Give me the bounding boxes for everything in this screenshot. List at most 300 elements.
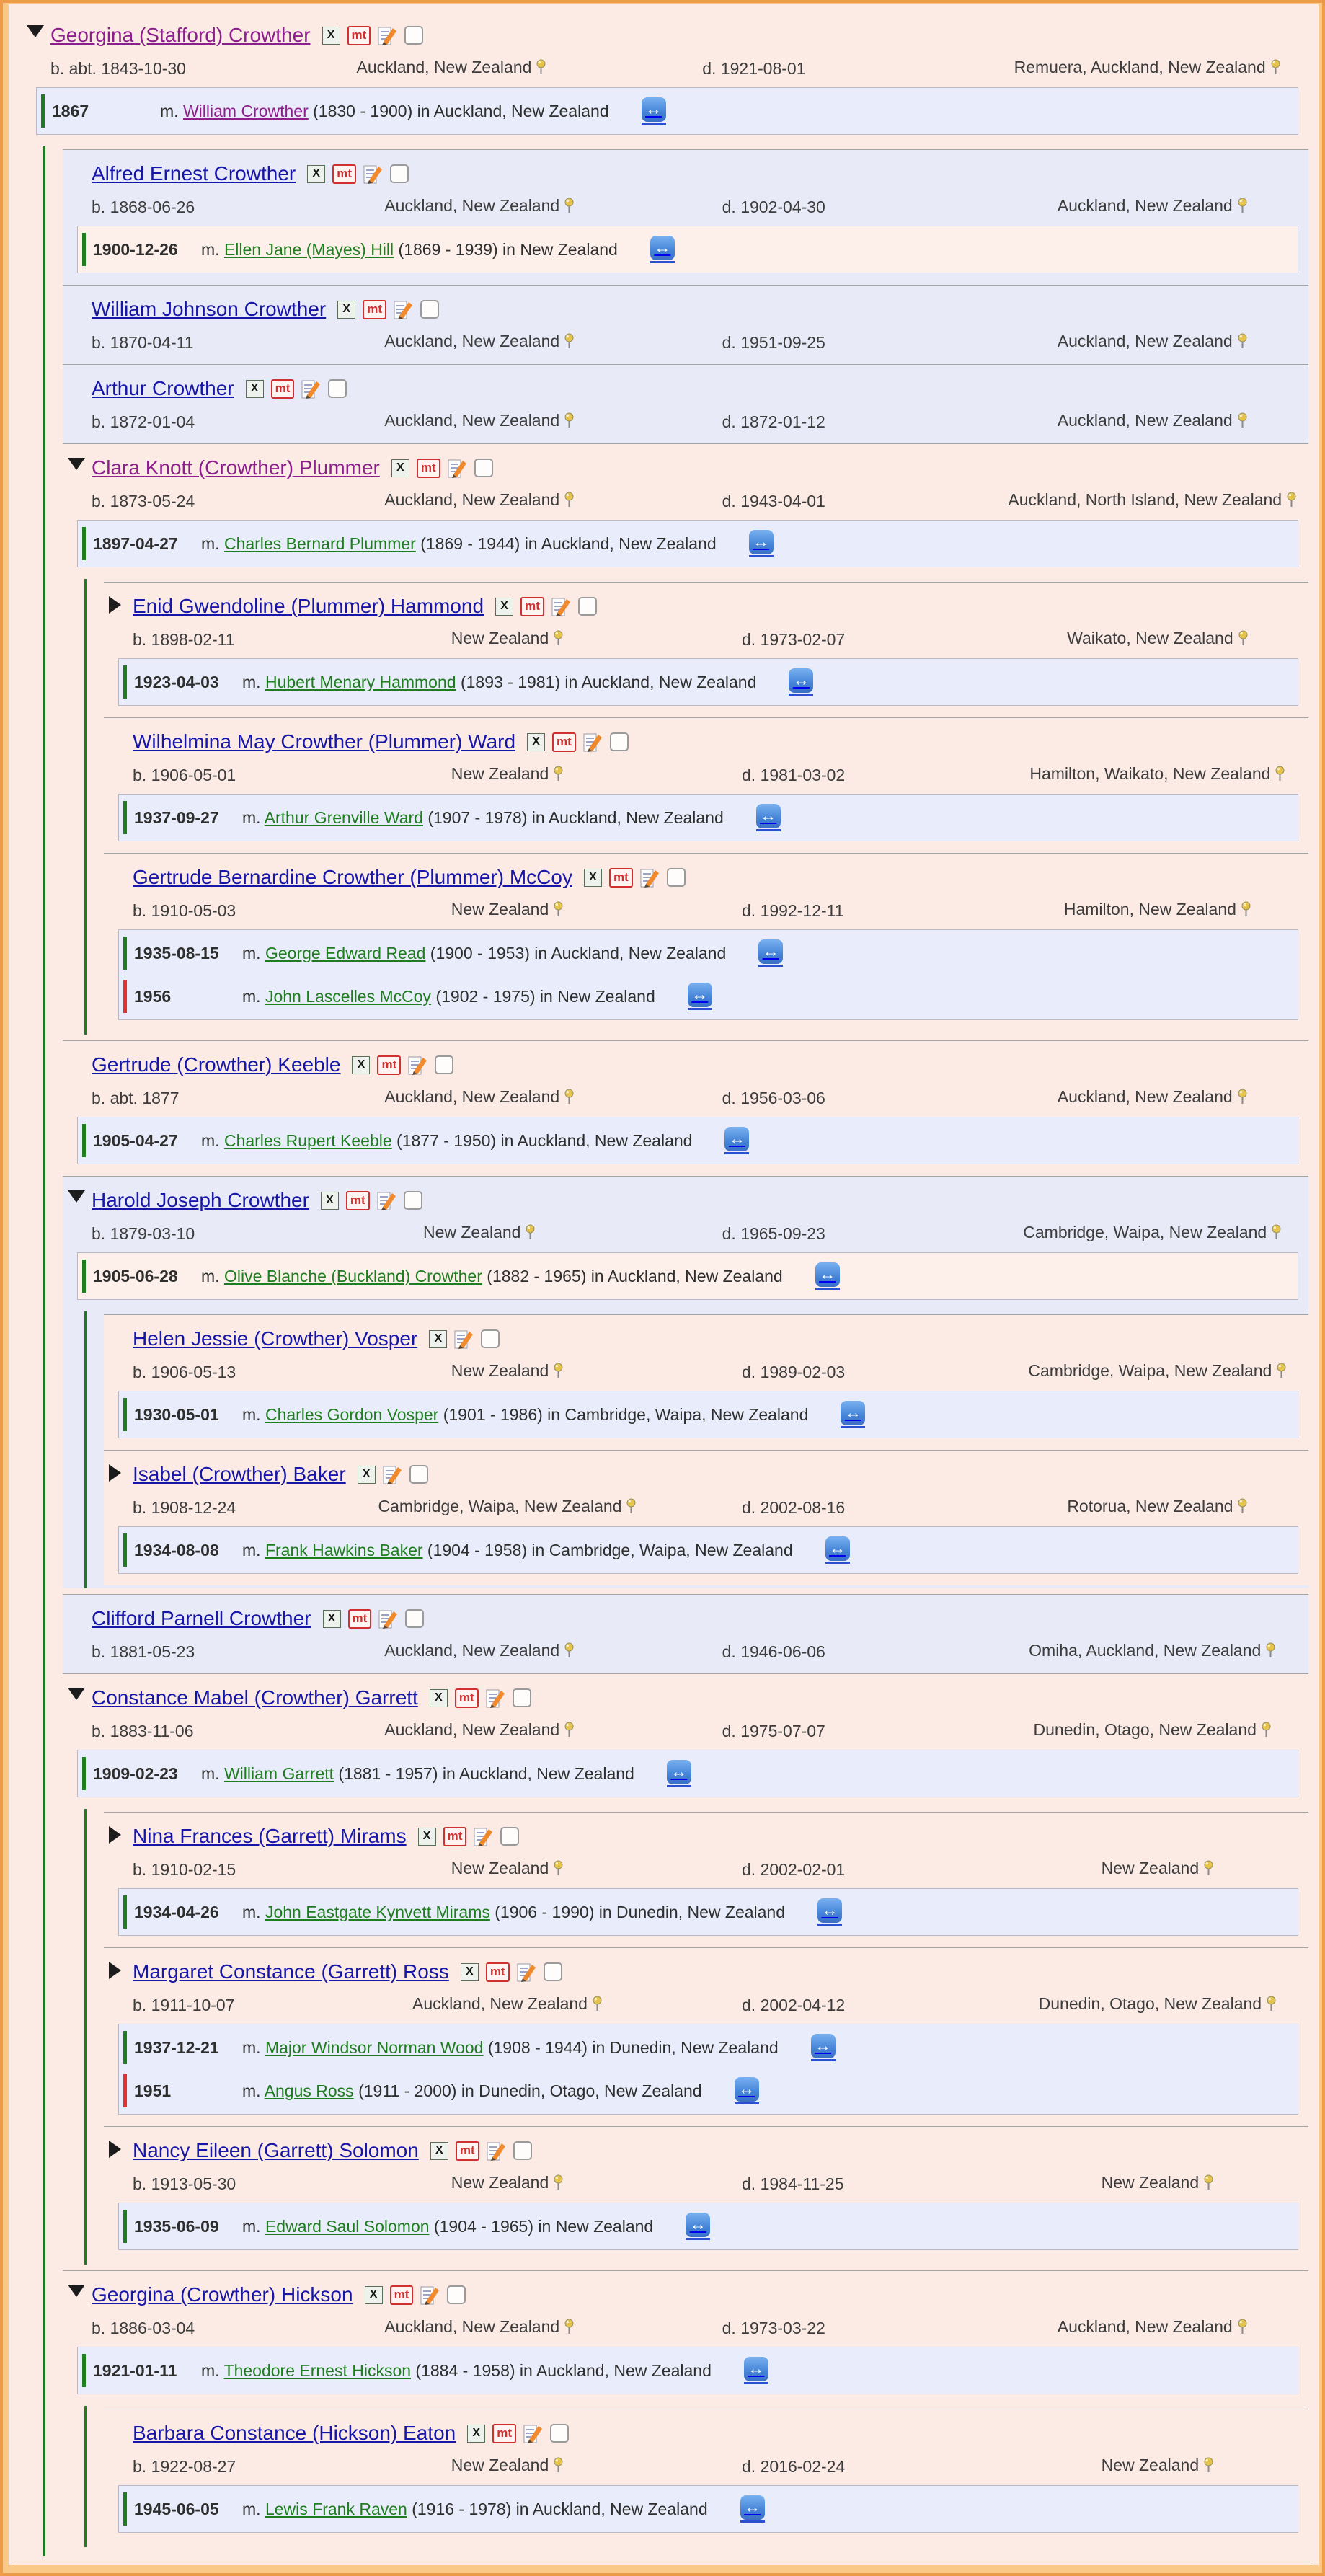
edit-pencil-icon[interactable] bbox=[640, 867, 660, 888]
couple-arrows-icon: ↔ bbox=[817, 1898, 842, 1923]
couple-page-link[interactable] bbox=[815, 1262, 840, 1290]
person-icons bbox=[358, 1464, 428, 1485]
edit-pencil-icon[interactable] bbox=[420, 2285, 440, 2306]
person-link[interactable]: Wilhelmina May Crowther (Plummer) Ward bbox=[133, 730, 516, 753]
birth-place: Auckland, New Zealand bbox=[237, 411, 722, 433]
death-date: d. 1992-12-11 bbox=[742, 901, 844, 920]
couple-arrows-icon: ↔ bbox=[740, 2495, 765, 2520]
mt-badge-icon[interactable]: mt bbox=[520, 597, 544, 616]
person-entry bbox=[63, 149, 1308, 285]
mt-badge-icon[interactable]: mt bbox=[390, 2285, 414, 2305]
marriage-box bbox=[77, 2347, 1298, 2394]
spouse-link[interactable]: Charles Rupert Keeble bbox=[223, 1130, 392, 1150]
marriage-detail: (1906 - 1990) in Dunedin, New Zealand bbox=[489, 1902, 786, 1921]
spouse-link[interactable]: Major Windsor Norman Wood bbox=[265, 2037, 484, 2057]
map-pin-icon[interactable] bbox=[564, 199, 575, 218]
marriage-box bbox=[77, 226, 1298, 273]
birth-place: New Zealand bbox=[237, 1223, 722, 1245]
collapse-triangle-icon[interactable] bbox=[68, 2285, 85, 2297]
couple-page-link[interactable] bbox=[735, 2077, 759, 2104]
mt-badge-icon[interactable]: mt bbox=[456, 2141, 479, 2161]
married-prefix: m. bbox=[160, 101, 183, 120]
map-pin-icon[interactable] bbox=[1203, 2176, 1214, 2195]
marriage-row bbox=[119, 2205, 1298, 2248]
mt-badge-icon[interactable]: mt bbox=[492, 2424, 516, 2443]
person-entry bbox=[63, 285, 1308, 364]
person-entry bbox=[104, 1450, 1308, 1585]
map-pin-icon[interactable] bbox=[564, 414, 575, 433]
edit-pencil-icon[interactable] bbox=[487, 2141, 506, 2161]
map-pin-icon[interactable] bbox=[1237, 2320, 1248, 2339]
spreadsheet-x-icon[interactable]: X bbox=[467, 2425, 485, 2443]
couple-page-link[interactable] bbox=[688, 983, 712, 1010]
couple-page-link[interactable] bbox=[686, 2213, 710, 2240]
marriage-text bbox=[201, 240, 618, 260]
person-link[interactable]: Isabel (Crowther) Baker bbox=[133, 1463, 346, 1485]
marriage-text bbox=[201, 2361, 712, 2381]
select-checkbox[interactable] bbox=[513, 2141, 532, 2160]
select-checkbox[interactable] bbox=[578, 597, 597, 616]
marriage-detail: (1893 - 1981) in Auckland, New Zealand bbox=[456, 672, 757, 691]
map-pin-icon[interactable] bbox=[592, 1997, 603, 2016]
map-pin-icon[interactable] bbox=[1237, 1500, 1248, 1518]
marriage-text bbox=[242, 1541, 793, 1560]
marriage-text bbox=[242, 2081, 702, 2101]
spouse-link[interactable]: William Crowther bbox=[182, 101, 309, 120]
marriage-text bbox=[242, 808, 724, 828]
married-prefix: m. bbox=[201, 1763, 224, 1783]
person-link[interactable]: Georgina (Stafford) Crowther bbox=[50, 24, 311, 46]
collapse-triangle-icon[interactable] bbox=[27, 25, 44, 37]
marriage-date: 1935-08-15 bbox=[134, 943, 219, 962]
map-pin-icon[interactable] bbox=[1266, 1997, 1277, 2016]
marriage-row bbox=[37, 89, 1298, 133]
select-checkbox[interactable] bbox=[544, 1962, 562, 1981]
couple-page-link[interactable] bbox=[744, 2357, 768, 2384]
spouse-link[interactable]: Charles Gordon Vosper bbox=[265, 1404, 439, 1424]
edit-pencil-icon[interactable] bbox=[523, 2423, 543, 2444]
spreadsheet-x-icon[interactable]: X bbox=[337, 301, 355, 319]
person-link[interactable]: Alfred Ernest Crowther bbox=[92, 162, 296, 185]
spouse-link[interactable]: Olive Blanche (Buckland) Crowther bbox=[223, 1266, 482, 1285]
person-link[interactable]: Clifford Parnell Crowther bbox=[92, 1607, 311, 1629]
green-marriage-bar bbox=[123, 1398, 127, 1431]
edit-pencil-icon[interactable] bbox=[363, 164, 383, 185]
map-pin-icon[interactable] bbox=[536, 61, 546, 79]
marriage-detail: (1901 - 1986) in Cambridge, Waipa, New Zealand bbox=[438, 1404, 809, 1424]
couple-page-link[interactable] bbox=[841, 1401, 865, 1428]
person-entry bbox=[63, 1594, 1308, 1673]
vitals-row bbox=[92, 1720, 1304, 1743]
map-pin-icon[interactable] bbox=[1237, 414, 1248, 433]
birth-place: New Zealand bbox=[273, 1361, 742, 1384]
map-pin-icon[interactable] bbox=[564, 1090, 575, 1109]
expand-triangle-icon[interactable] bbox=[109, 2141, 121, 2158]
vitals-row bbox=[133, 1994, 1304, 2017]
expand-triangle-icon[interactable] bbox=[109, 1464, 121, 1482]
couple-arrows-icon: ↔ bbox=[749, 530, 774, 554]
couple-page-link[interactable] bbox=[758, 939, 783, 967]
person-name-row bbox=[92, 294, 1304, 324]
select-checkbox[interactable] bbox=[420, 300, 439, 319]
spouse-link[interactable]: Ellen Jane (Mayes) Hill bbox=[223, 239, 394, 259]
spouse-link[interactable]: Charles Bernard Plummer bbox=[223, 534, 416, 553]
map-pin-icon[interactable] bbox=[564, 335, 575, 353]
person-entry bbox=[63, 1176, 1308, 1588]
person-icons bbox=[430, 2141, 532, 2161]
spouse-link[interactable]: John Eastgate Kynvett Mirams bbox=[265, 1902, 490, 1921]
red-marriage-bar bbox=[123, 2074, 127, 2107]
map-pin-icon[interactable] bbox=[1237, 1090, 1248, 1109]
person-link[interactable]: Harold Joseph Crowther bbox=[92, 1189, 309, 1211]
edit-pencil-icon[interactable] bbox=[474, 1826, 493, 1847]
select-checkbox[interactable] bbox=[481, 1329, 500, 1348]
select-checkbox[interactable] bbox=[404, 1191, 422, 1210]
green-marriage-bar bbox=[123, 1895, 127, 1929]
select-checkbox[interactable] bbox=[474, 459, 493, 477]
edit-pencil-icon[interactable] bbox=[383, 1464, 402, 1485]
person-link[interactable]: Helen Jessie (Crowther) Vosper bbox=[133, 1327, 418, 1350]
marriage-text bbox=[242, 2500, 708, 2519]
spouse-link[interactable]: Edward Saul Solomon bbox=[265, 2216, 430, 2236]
person-icons bbox=[322, 25, 424, 46]
birth-place: Auckland, New Zealand bbox=[273, 1994, 742, 2017]
spreadsheet-x-icon[interactable]: X bbox=[527, 733, 545, 751]
death-place: Auckland, North Island, New Zealand bbox=[1001, 490, 1304, 513]
map-pin-icon[interactable] bbox=[1265, 1644, 1276, 1663]
children-group bbox=[43, 146, 1308, 2556]
person-name-row bbox=[92, 1185, 1304, 1216]
map-pin-icon[interactable] bbox=[553, 1364, 564, 1383]
map-pin-icon[interactable] bbox=[564, 1723, 575, 1742]
death-place: Cambridge, Waipa, New Zealand bbox=[1001, 1223, 1304, 1245]
person-icons bbox=[352, 1055, 453, 1076]
marriage-box bbox=[118, 1526, 1298, 1574]
couple-page-link[interactable] bbox=[749, 530, 774, 557]
family-tree-page bbox=[9, 4, 1319, 2565]
select-checkbox[interactable] bbox=[404, 26, 423, 45]
death-place: Remuera, Auckland, New Zealand bbox=[991, 58, 1304, 80]
birth-place: New Zealand bbox=[273, 764, 742, 787]
couple-page-link[interactable] bbox=[811, 2034, 836, 2061]
vitals-row bbox=[92, 1087, 1304, 1110]
map-pin-icon[interactable] bbox=[1238, 632, 1249, 650]
marriage-text bbox=[242, 1903, 785, 1922]
select-checkbox[interactable] bbox=[328, 379, 347, 398]
marriage-date: 1900-12-26 bbox=[93, 239, 178, 259]
edit-pencil-icon[interactable] bbox=[377, 1190, 396, 1211]
spreadsheet-x-icon[interactable]: X bbox=[321, 1192, 339, 1210]
spreadsheet-x-icon[interactable]: X bbox=[307, 165, 325, 183]
expand-triangle-icon[interactable] bbox=[109, 1962, 121, 1979]
couple-arrows-icon: ↔ bbox=[650, 236, 675, 260]
edit-pencil-icon[interactable] bbox=[301, 379, 321, 399]
person-name-row bbox=[92, 373, 1304, 404]
person-link[interactable]: Nancy Eileen (Garrett) Solomon bbox=[133, 2139, 419, 2161]
map-pin-icon[interactable] bbox=[525, 1226, 536, 1244]
couple-page-link[interactable] bbox=[756, 804, 781, 831]
couple-page-link[interactable] bbox=[724, 1127, 749, 1154]
collapse-triangle-icon[interactable] bbox=[68, 1190, 85, 1203]
person-link[interactable]: Margaret Constance (Garrett) Ross bbox=[133, 1960, 449, 1983]
marriage-box bbox=[118, 794, 1298, 841]
mt-badge-icon[interactable]: mt bbox=[348, 1609, 372, 1629]
married-prefix: m. bbox=[201, 239, 224, 259]
green-marriage-bar bbox=[82, 233, 86, 266]
death-place: Omiha, Auckland, New Zealand bbox=[1001, 1641, 1304, 1663]
person-entry bbox=[63, 1673, 1308, 2265]
death-place: Auckland, New Zealand bbox=[1001, 1087, 1304, 1110]
married-prefix: m. bbox=[242, 1902, 265, 1921]
map-pin-icon[interactable] bbox=[1237, 335, 1248, 353]
collapse-triangle-icon[interactable] bbox=[68, 1688, 85, 1700]
birth-place: New Zealand bbox=[273, 629, 742, 651]
spouse-link[interactable]: Angus Ross bbox=[264, 2081, 354, 2100]
person-name-row bbox=[133, 727, 1304, 757]
map-pin-icon[interactable] bbox=[1275, 767, 1285, 786]
edit-pencil-icon[interactable] bbox=[551, 596, 571, 617]
select-checkbox[interactable] bbox=[405, 1609, 424, 1628]
death-date: d. 1975-07-07 bbox=[722, 1722, 825, 1740]
person-icons bbox=[495, 596, 597, 617]
birth-place: Cambridge, Waipa, New Zealand bbox=[273, 1497, 742, 1519]
map-pin-icon[interactable] bbox=[564, 2320, 575, 2339]
couple-arrows-icon: ↔ bbox=[815, 1262, 840, 1287]
spouse-link[interactable]: Theodore Ernest Hickson bbox=[223, 2360, 412, 2380]
mt-badge-icon[interactable]: mt bbox=[271, 379, 295, 399]
person-name-row bbox=[92, 1050, 1304, 1080]
person-link[interactable]: Constance Mabel (Crowther) Garrett bbox=[92, 1686, 418, 1709]
edit-pencil-icon[interactable] bbox=[408, 1055, 427, 1076]
couple-page-link[interactable] bbox=[650, 236, 675, 263]
spouse-link[interactable]: Frank Hawkins Baker bbox=[265, 1540, 423, 1559]
spouse-link[interactable]: William Garrett bbox=[223, 1763, 334, 1783]
couple-page-link[interactable] bbox=[642, 97, 666, 125]
vitals-row bbox=[133, 1361, 1304, 1384]
couple-arrows-icon: ↔ bbox=[758, 939, 783, 964]
select-checkbox[interactable] bbox=[390, 164, 409, 183]
edit-pencil-icon[interactable] bbox=[378, 25, 397, 46]
couple-page-link[interactable] bbox=[817, 1898, 842, 1926]
death-date: d. 1973-03-22 bbox=[722, 2319, 825, 2337]
edit-pencil-icon[interactable] bbox=[378, 1608, 398, 1629]
marriage-text bbox=[242, 673, 756, 692]
person-link[interactable]: Enid Gwendoline (Plummer) Hammond bbox=[133, 595, 484, 617]
spouse-link[interactable]: Lewis Frank Raven bbox=[265, 2499, 407, 2518]
marriage-row bbox=[78, 1254, 1298, 1298]
person-link[interactable]: Gertrude Bernardine Crowther (Plummer) McCoy bbox=[133, 866, 572, 888]
map-pin-icon[interactable] bbox=[564, 493, 575, 512]
edit-pencil-icon[interactable] bbox=[454, 1329, 474, 1350]
select-checkbox[interactable] bbox=[513, 1688, 531, 1707]
children-group bbox=[84, 1809, 1308, 2265]
map-pin-icon[interactable] bbox=[553, 2176, 564, 2195]
spouse-link[interactable]: John Lascelles McCoy bbox=[265, 986, 432, 1006]
spouse-link[interactable]: Arthur Grenville Ward bbox=[264, 807, 423, 827]
marriage-row bbox=[119, 660, 1298, 704]
spreadsheet-x-icon[interactable]: X bbox=[495, 598, 513, 616]
mt-badge-icon[interactable]: mt bbox=[552, 732, 576, 752]
spouse-link[interactable]: Hubert Menary Hammond bbox=[265, 672, 456, 691]
map-pin-icon[interactable] bbox=[1270, 61, 1281, 79]
marriage-row bbox=[119, 2069, 1298, 2112]
spreadsheet-x-icon[interactable]: X bbox=[430, 2142, 448, 2160]
birth-date: b. 1870-04-11 bbox=[92, 333, 194, 352]
person-name-row bbox=[133, 1821, 1304, 1851]
couple-page-link[interactable] bbox=[667, 1760, 691, 1787]
edit-pencil-icon[interactable] bbox=[486, 1688, 505, 1709]
edit-pencil-icon[interactable] bbox=[448, 458, 467, 479]
marriage-detail: (1907 - 1978) in Auckland, New Zealand bbox=[422, 807, 724, 827]
select-checkbox[interactable] bbox=[447, 2285, 466, 2304]
married-prefix: m. bbox=[242, 807, 265, 827]
birth-date: b. 1906-05-01 bbox=[133, 766, 236, 784]
spouse-link[interactable]: George Edward Read bbox=[265, 943, 426, 962]
mt-badge-icon[interactable]: mt bbox=[346, 1191, 370, 1210]
select-checkbox[interactable] bbox=[667, 868, 686, 887]
couple-arrows-icon: ↔ bbox=[686, 2213, 710, 2237]
marriage-detail: (1881 - 1957) in Auckland, New Zealand bbox=[334, 1763, 634, 1783]
spreadsheet-x-icon[interactable]: X bbox=[461, 1963, 479, 1981]
death-place: Rotorua, New Zealand bbox=[1011, 1497, 1304, 1519]
marriage-text bbox=[201, 534, 717, 554]
couple-page-link[interactable] bbox=[825, 1536, 850, 1564]
mt-badge-icon[interactable]: mt bbox=[609, 868, 633, 888]
spreadsheet-x-icon[interactable]: X bbox=[430, 1689, 448, 1707]
spreadsheet-x-icon[interactable]: X bbox=[429, 1330, 447, 1348]
collapse-triangle-icon[interactable] bbox=[68, 458, 85, 470]
mt-badge-icon[interactable]: mt bbox=[347, 26, 371, 45]
marriage-date: 1909-02-23 bbox=[93, 1763, 178, 1783]
spreadsheet-x-icon[interactable]: X bbox=[584, 869, 602, 887]
expand-triangle-icon[interactable] bbox=[109, 1826, 121, 1844]
map-pin-icon[interactable] bbox=[553, 1862, 564, 1880]
select-checkbox[interactable] bbox=[409, 1465, 428, 1484]
map-pin-icon[interactable] bbox=[1241, 903, 1251, 921]
mt-badge-icon[interactable]: mt bbox=[443, 1827, 467, 1846]
vitals-row bbox=[133, 2456, 1304, 2478]
marriage-detail: (1900 - 1953) in Auckland, New Zealand bbox=[425, 943, 727, 962]
death-date: d. 1946-06-06 bbox=[722, 1642, 825, 1661]
spreadsheet-x-icon[interactable]: X bbox=[365, 2286, 383, 2304]
person-link[interactable]: Nina Frances (Garrett) Mirams bbox=[133, 1825, 407, 1847]
map-pin-icon[interactable] bbox=[564, 1644, 575, 1663]
person-link[interactable]: Barbara Constance (Hickson) Eaton bbox=[133, 2422, 456, 2444]
marriage-row bbox=[119, 796, 1298, 839]
vitals-row bbox=[133, 764, 1304, 787]
mt-badge-icon[interactable]: mt bbox=[417, 459, 440, 478]
person-name-row bbox=[133, 591, 1304, 621]
spreadsheet-x-icon[interactable]: X bbox=[322, 27, 340, 45]
map-pin-icon[interactable] bbox=[1203, 1862, 1214, 1880]
couple-arrows-icon: ↔ bbox=[688, 983, 712, 1007]
spreadsheet-x-icon[interactable]: X bbox=[391, 459, 409, 477]
select-checkbox[interactable] bbox=[610, 732, 629, 751]
spreadsheet-x-icon[interactable]: X bbox=[418, 1828, 436, 1846]
death-place: Auckland, New Zealand bbox=[1001, 2317, 1304, 2340]
person-link[interactable]: Arthur Crowther bbox=[92, 377, 234, 399]
married-prefix: m. bbox=[242, 1540, 265, 1559]
edit-pencil-icon[interactable] bbox=[583, 732, 603, 753]
couple-arrows-icon: ↔ bbox=[724, 1127, 749, 1151]
map-pin-icon[interactable] bbox=[1237, 199, 1248, 218]
person-name-row bbox=[133, 2135, 1304, 2166]
map-pin-icon[interactable] bbox=[553, 903, 564, 921]
person-icons bbox=[584, 867, 686, 888]
mt-badge-icon[interactable]: mt bbox=[363, 300, 386, 319]
spreadsheet-x-icon[interactable]: X bbox=[358, 1466, 376, 1484]
person-name-row bbox=[50, 20, 1304, 50]
green-marriage-bar bbox=[123, 801, 127, 834]
marriage-date: 1921-01-11 bbox=[93, 2360, 177, 2380]
select-checkbox[interactable] bbox=[550, 2424, 569, 2443]
map-pin-icon[interactable] bbox=[1271, 1226, 1282, 1244]
marriage-row bbox=[78, 1752, 1298, 1795]
marriage-date: 1897-04-27 bbox=[93, 534, 178, 553]
spreadsheet-x-icon[interactable]: X bbox=[323, 1610, 341, 1628]
birth-date: b. 1922-08-27 bbox=[133, 2457, 236, 2476]
person-link[interactable]: Clara Knott (Crowther) Plummer bbox=[92, 456, 380, 479]
person-link[interactable]: Georgina (Crowther) Hickson bbox=[92, 2283, 353, 2306]
mt-badge-icon[interactable]: mt bbox=[332, 164, 356, 184]
spreadsheet-x-icon[interactable]: X bbox=[352, 1056, 370, 1074]
marriage-text bbox=[242, 944, 726, 963]
couple-arrows-icon: ↔ bbox=[841, 1401, 865, 1425]
person-name-row bbox=[133, 1957, 1304, 1987]
spreadsheet-x-icon[interactable]: X bbox=[246, 380, 264, 398]
map-pin-icon[interactable] bbox=[553, 632, 564, 650]
death-place: Hamilton, New Zealand bbox=[1011, 900, 1304, 922]
mt-badge-icon[interactable]: mt bbox=[377, 1055, 401, 1075]
select-checkbox[interactable] bbox=[500, 1827, 519, 1846]
person-icons bbox=[429, 1329, 500, 1350]
map-pin-icon[interactable] bbox=[1276, 1364, 1287, 1383]
person-name-row bbox=[133, 862, 1304, 893]
mt-badge-icon[interactable]: mt bbox=[486, 1962, 510, 1982]
death-place: New Zealand bbox=[1011, 2173, 1304, 2195]
death-date: d. 1984-11-25 bbox=[742, 2174, 844, 2193]
person-link[interactable]: Gertrude (Crowther) Keeble bbox=[92, 1053, 341, 1076]
marriage-box bbox=[118, 2203, 1298, 2250]
map-pin-icon[interactable] bbox=[1286, 493, 1297, 512]
marriage-row bbox=[119, 2487, 1298, 2531]
map-pin-icon[interactable] bbox=[553, 2458, 564, 2477]
person-icons bbox=[321, 1190, 422, 1211]
expand-triangle-icon[interactable] bbox=[109, 596, 121, 614]
vitals-row bbox=[92, 332, 1304, 354]
edit-pencil-icon[interactable] bbox=[394, 299, 413, 320]
map-pin-icon[interactable] bbox=[626, 1500, 637, 1518]
marriage-detail: (1882 - 1965) in Auckland, New Zealand bbox=[482, 1266, 783, 1285]
marriage-detail: (1916 - 1978) in Auckland, New Zealand bbox=[407, 2499, 708, 2518]
marriage-row bbox=[119, 975, 1298, 1018]
mt-badge-icon[interactable]: mt bbox=[455, 1688, 479, 1708]
birth-place: New Zealand bbox=[273, 2456, 742, 2478]
death-place: Waikato, New Zealand bbox=[1011, 629, 1304, 651]
map-pin-icon[interactable] bbox=[1261, 1723, 1272, 1742]
couple-page-link[interactable] bbox=[740, 2495, 765, 2523]
map-pin-icon[interactable] bbox=[553, 767, 564, 786]
person-link[interactable]: William Johnson Crowther bbox=[92, 298, 327, 320]
couple-page-link[interactable] bbox=[789, 668, 813, 696]
marriage-date: 1937-09-27 bbox=[134, 807, 219, 827]
select-checkbox[interactable] bbox=[435, 1055, 453, 1074]
map-pin-icon[interactable] bbox=[1203, 2458, 1214, 2477]
edit-pencil-icon[interactable] bbox=[517, 1962, 536, 1983]
vitals-row bbox=[133, 629, 1304, 651]
death-date: d. 1981-03-02 bbox=[742, 766, 846, 784]
marriage-box bbox=[77, 1252, 1298, 1300]
